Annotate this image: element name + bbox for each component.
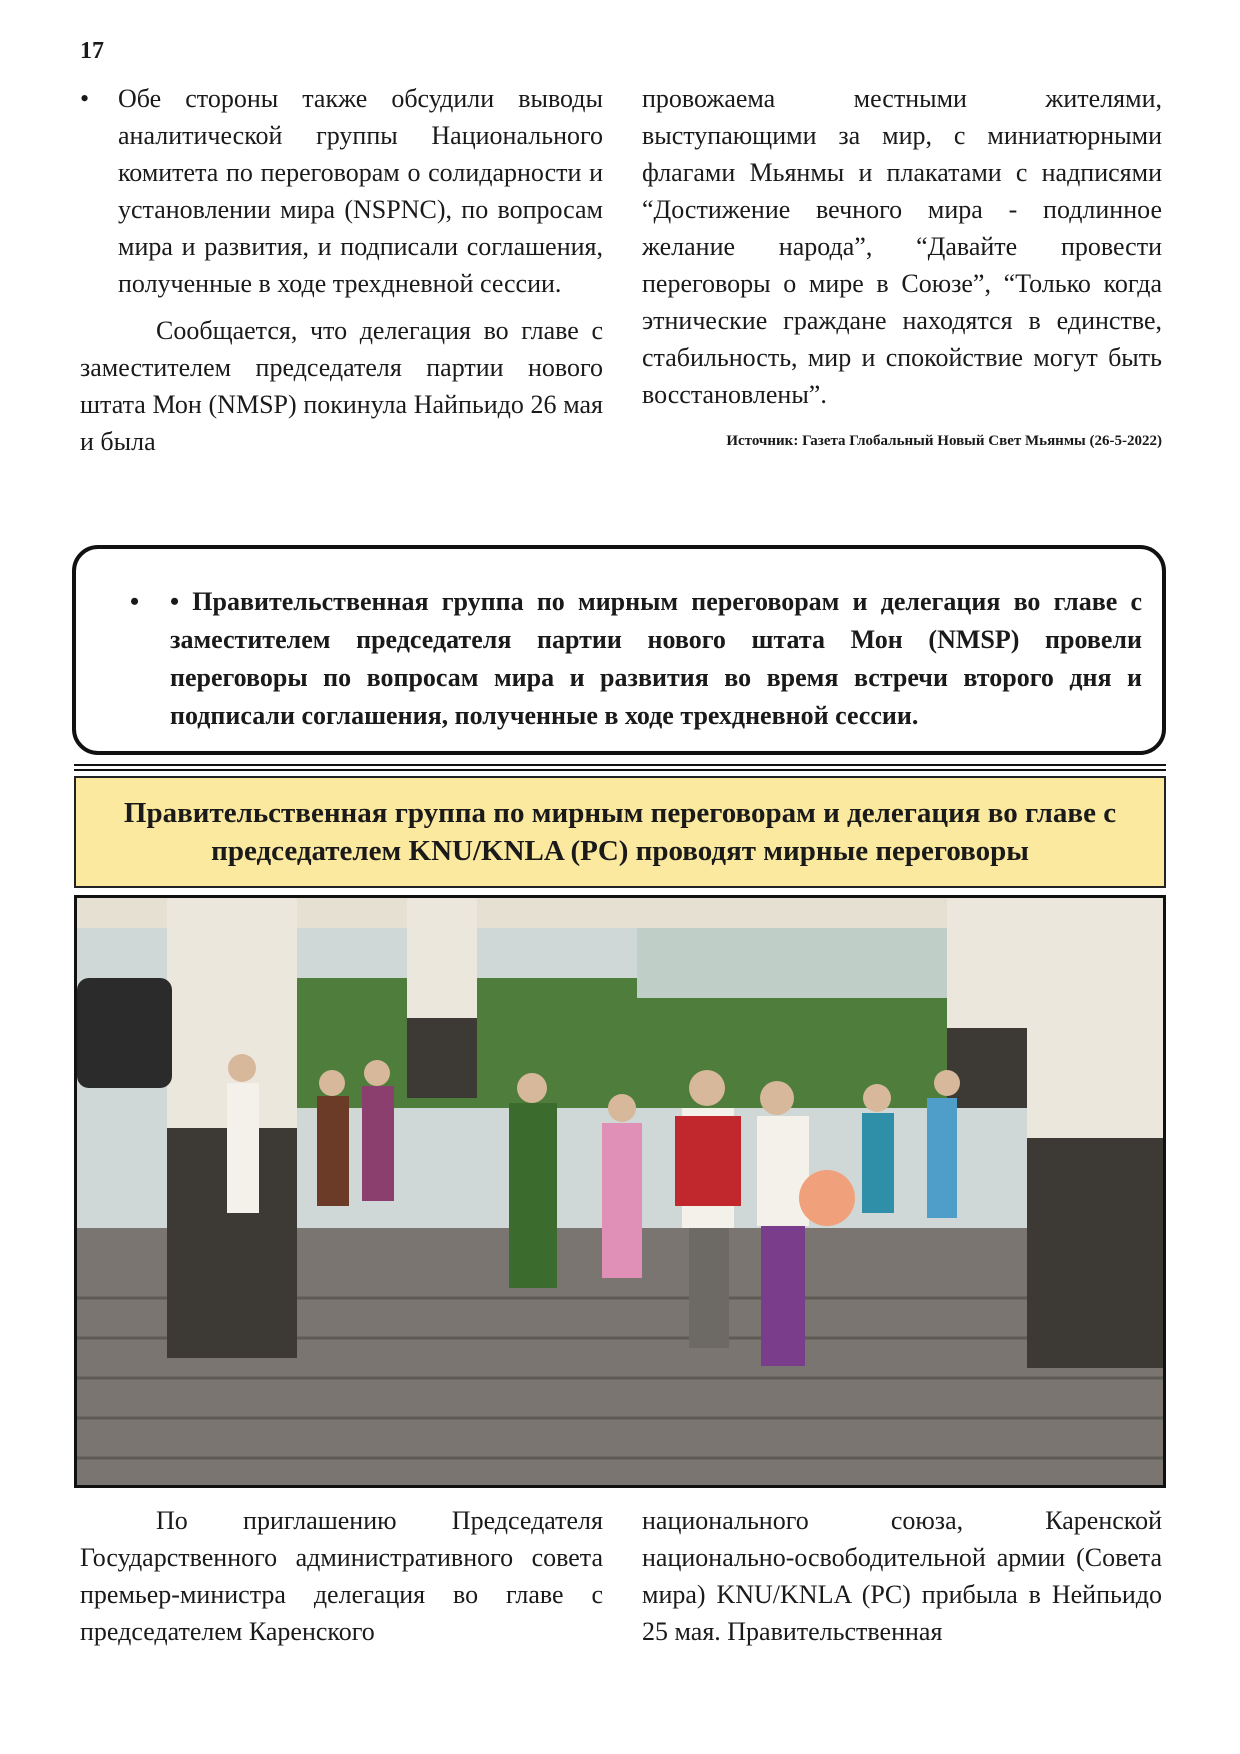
left-column-top xyxy=(80,80,603,460)
source-citation: Источник: Газета Глобальный Новый Свет Мьянмы (26-5-2022) xyxy=(726,433,1162,449)
left-column-bottom xyxy=(80,1502,603,1650)
right-paragraph: провожаема местными жителями, выступающими за мир, с миниатюрными флагами Мьянмы и плакатами с надписями “Достижение вечного мира - подлинное желание народа”, “Давайте провести переговоры о мире в Союзе”, “Только когда этнические граждане находятся в единстве, стабильность, мир и спокойствие могут быть восстановлены”. xyxy=(642,84,1162,409)
photo-illustration xyxy=(77,898,1163,1485)
highlight-box xyxy=(72,545,1166,755)
right-column-top xyxy=(642,80,1162,451)
highlight-bullet-glyph: • xyxy=(130,587,140,616)
right-column-bottom xyxy=(642,1502,1162,1650)
photo-bouquet xyxy=(799,1170,855,1226)
bullet-text: Обе стороны также обсудили выводы аналитической группы Национального комитета по переговорам о солидарности и установлении мира (NSPNC), по вопросам мира и развития, и подписали соглашения, полученные в ходе трехдневной сессии. xyxy=(118,84,603,298)
photo-officer xyxy=(509,1103,557,1288)
photo-car xyxy=(77,978,172,1088)
photo-woman-pink xyxy=(602,1123,642,1278)
bottom-left-paragraph: По приглашению Председателя Государственного административного совета премьер-министра делегация во главе с председателем Каренского xyxy=(80,1506,603,1646)
page-number: 17 xyxy=(80,38,104,64)
left-paragraph: Сообщается, что делегация во главе с заместителем председателя партии нового штата Мон (NMSP) покинула Найпьидо 26 мая и была xyxy=(80,316,603,456)
bullet-glyph: • xyxy=(80,84,90,113)
section-headline: Правительственная группа по мирным переговорам и делегация во главе с председателем KNU/KNLA (PC) проводят мирные переговоры xyxy=(74,776,1166,888)
bottom-right-paragraph: национального союза, Каренской национально-освободительной армии (Совета мира) KNU/KNLA (PC) прибыла в Нейпьидо 25 мая. Правительственная xyxy=(642,1506,1162,1646)
divider-rule xyxy=(74,764,1166,766)
divider-rule xyxy=(74,769,1166,771)
photo-man-purple xyxy=(757,1116,809,1226)
highlight-text xyxy=(130,583,1142,735)
bullet-item xyxy=(80,80,603,302)
event-photo xyxy=(74,895,1166,1488)
photo-red-shawl xyxy=(675,1116,741,1206)
highlight-bullet-text: • Правительственная группа по мирным переговорам и делегация во главе с заместителем председателя партии нового штата Мон (NMSP) провели переговоры по вопросам мира и развития во время встречи второго дня и подписали соглашения, полученные в ходе трехдневной сессии. xyxy=(170,587,1142,730)
